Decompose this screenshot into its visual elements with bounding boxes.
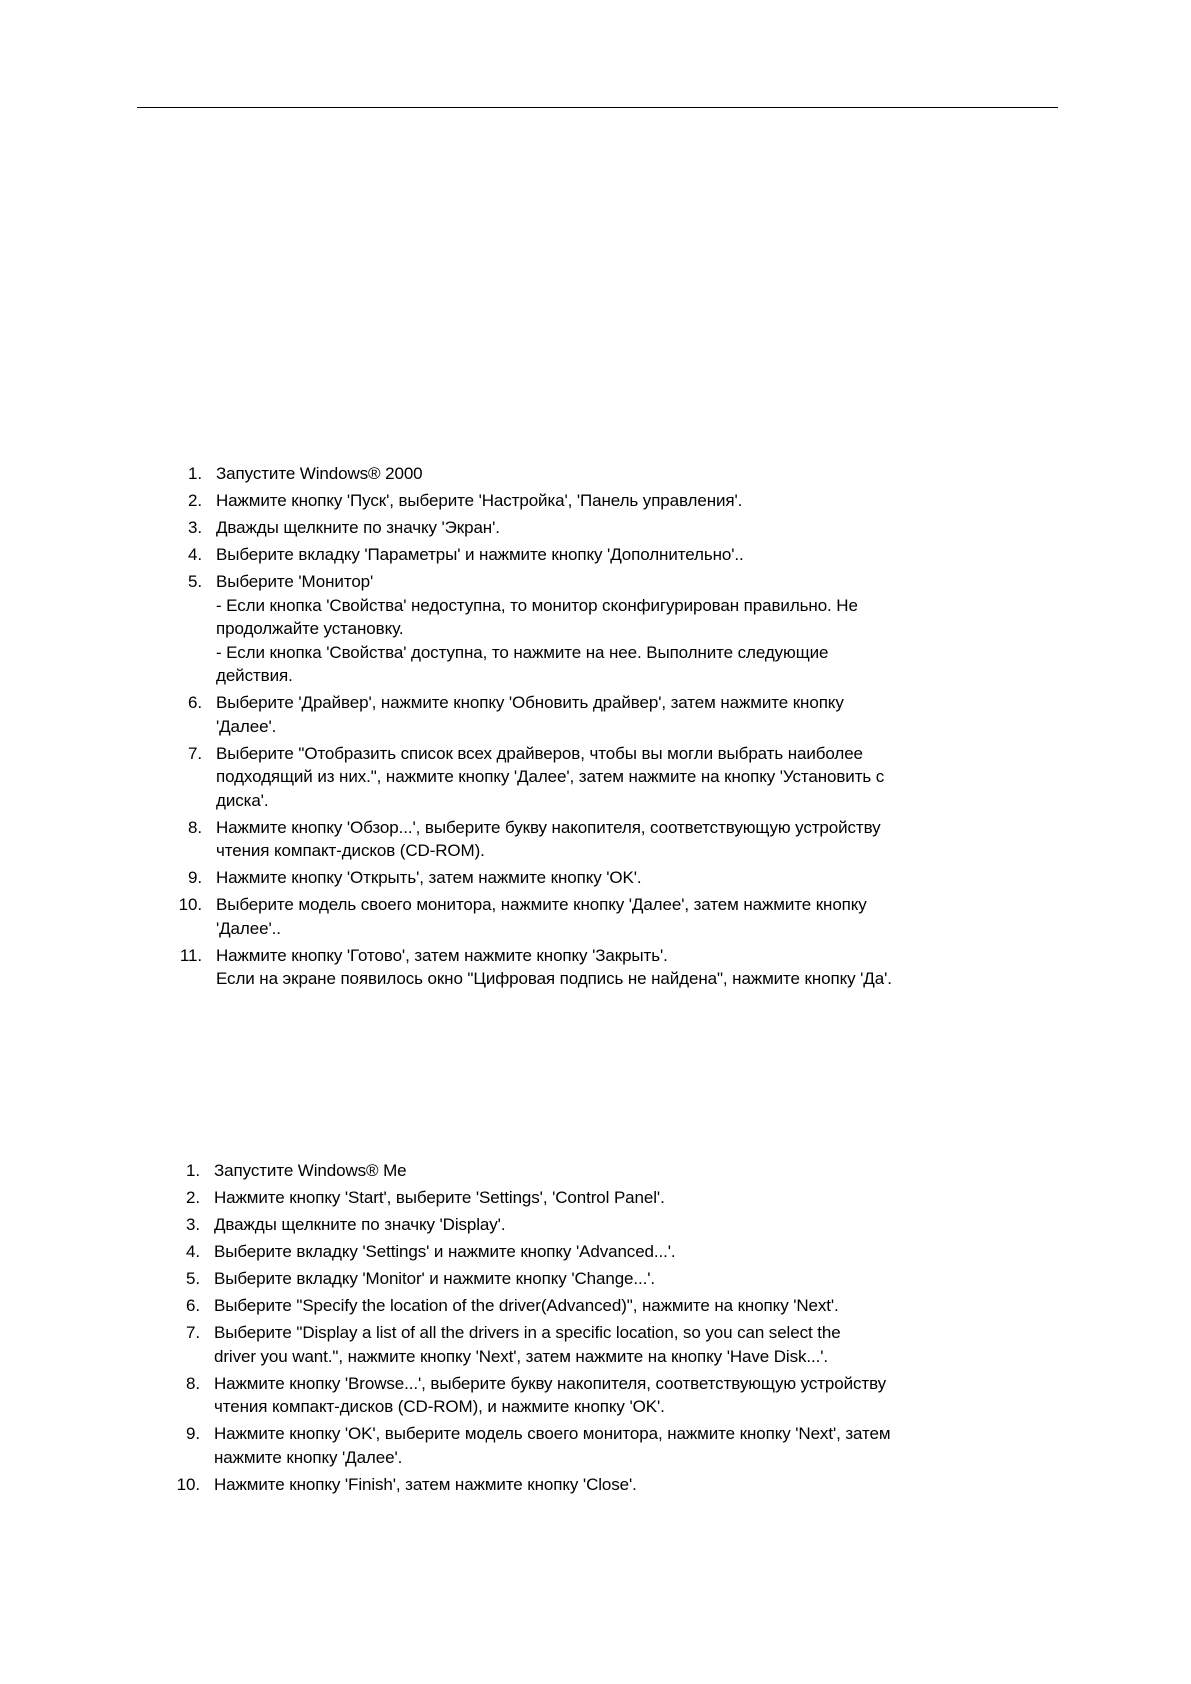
list-item-number: 3. xyxy=(188,518,202,537)
list-item-text-line: Нажмите кнопку 'Finish', затем нажмите кнопку 'Close'. xyxy=(214,1474,637,1494)
list-item-number: 10. xyxy=(178,895,202,914)
list-item xyxy=(168,1294,968,1318)
list-item xyxy=(168,1213,968,1237)
list-item xyxy=(168,1267,968,1291)
list-item-text-line: Выберите 'Драйвер', нажмите кнопку 'Обновить драйвер', затем нажмите кнопку xyxy=(216,693,844,712)
list-item xyxy=(170,893,970,940)
list-item-number: 3. xyxy=(186,1215,200,1234)
list-item-text-line: - Если кнопка 'Свойства' доступна, то нажмите на нее. Выполните следующие xyxy=(216,642,829,662)
list-item-text-line: - Если кнопка 'Свойства' недоступна, то монитор сконфигурирован правильно. Не xyxy=(216,595,858,615)
list-item xyxy=(170,866,970,890)
list-item-text-line: Нажмите кнопку 'Готово', затем нажмите кнопку 'Закрыть'. xyxy=(216,945,668,965)
top-divider xyxy=(137,107,1058,108)
list-item-text-line: нажмите кнопку 'Далее'. xyxy=(214,1447,403,1467)
list-item-text-line: driver you want.", нажмите кнопку 'Next', затем нажмите на кнопку 'Have Disk...'. xyxy=(214,1346,829,1366)
list-item-text-line: Выберите модель своего монитора, нажмите кнопку 'Далее', затем нажмите кнопку xyxy=(216,895,867,914)
list-item-number: 4. xyxy=(188,545,202,564)
list-item xyxy=(170,489,970,513)
list-item-text-line: подходящий из них.", нажмите кнопку 'Далее', затем нажмите на кнопку 'Установить с xyxy=(216,767,885,786)
list-item-text-line: Выберите "Specify the location of the driver(Advanced)", нажмите на кнопку 'Next'. xyxy=(214,1296,839,1315)
list-item xyxy=(170,742,970,813)
list-item-text-line: Выберите вкладку 'Settings' и нажмите кнопку 'Advanced...'. xyxy=(214,1242,676,1261)
list-item-text-line: Запустите Windows® Me xyxy=(214,1161,407,1180)
list-item xyxy=(168,1422,968,1469)
list-item-text-line: Нажмите кнопку 'OK', выберите модель своего монитора, нажмите кнопку 'Next', затем xyxy=(214,1424,891,1443)
list-item-number: 9. xyxy=(186,1424,200,1443)
list-item-text-line: 'Далее'. xyxy=(216,716,277,736)
list-item xyxy=(170,570,970,688)
list-item-number: 8. xyxy=(188,817,202,837)
list-item xyxy=(168,1372,968,1419)
list-item-number: 2. xyxy=(186,1188,200,1207)
list-item-text-line: Выберите 'Монитор' xyxy=(216,572,374,591)
list-item xyxy=(168,1186,968,1210)
list-item-number: 6. xyxy=(186,1296,200,1315)
list-item-number: 7. xyxy=(188,743,202,763)
list-item xyxy=(170,944,970,991)
list-item-number: 1. xyxy=(186,1161,200,1180)
list-item-text-line: чтения компакт-дисков (CD-ROM). xyxy=(216,841,485,860)
list-item-text-line: Дважды щелкните по значку 'Display'. xyxy=(214,1215,506,1234)
list-item-text-line: 'Далее'.. xyxy=(216,918,281,938)
list-item-number: 8. xyxy=(186,1373,200,1393)
list-item-text-line: Нажмите кнопку 'Обзор...', выберите букву накопителя, соответствующую устройству xyxy=(216,817,881,837)
list-item xyxy=(170,516,970,540)
list-item-text-line: Нажмите кнопку 'Пуск', выберите 'Настройка', 'Панель управления'. xyxy=(216,491,743,510)
list-item xyxy=(170,462,970,486)
list-item-text-line: действия. xyxy=(216,666,293,685)
windows-me-instructions xyxy=(168,1159,968,1500)
list-item xyxy=(168,1321,968,1368)
list-item-text-line: Выберите "Display a list of all the drivers in a specific location, so you can select the xyxy=(214,1323,841,1342)
list-item-text-line: Нажмите кнопку 'Start', выберите 'Settings', 'Control Panel'. xyxy=(214,1188,665,1207)
list-item-number: 5. xyxy=(186,1269,200,1288)
list-item-number: 11. xyxy=(179,945,202,965)
list-item-text-line: продолжайте установку. xyxy=(216,619,404,638)
list-item xyxy=(168,1240,968,1264)
list-item xyxy=(168,1473,968,1497)
list-item-number: 5. xyxy=(188,572,202,591)
list-item-number: 9. xyxy=(188,868,202,887)
windows-2000-instructions xyxy=(170,462,970,994)
list-item-text-line: Нажмите кнопку 'Открыть', затем нажмите кнопку 'OK'. xyxy=(216,868,642,887)
list-item xyxy=(170,816,970,863)
list-item-text-line: Если на экране появилось окно "Цифровая подпись не найдена", нажмите кнопку 'Да'. xyxy=(216,969,892,988)
list-item xyxy=(168,1159,968,1183)
list-item-number: 2. xyxy=(188,491,202,510)
list-item xyxy=(170,691,970,738)
list-item-text-line: Запустите Windows® 2000 xyxy=(216,464,423,483)
list-item xyxy=(170,543,970,567)
list-item-number: 6. xyxy=(188,693,202,712)
list-item-text-line: Выберите вкладку 'Параметры' и нажмите кнопку 'Дополнительно'.. xyxy=(216,545,744,564)
list-item-number: 7. xyxy=(186,1323,200,1342)
list-item-text-line: чтения компакт-дисков (CD-ROM), и нажмите кнопку 'OK'. xyxy=(214,1397,665,1416)
list-item-number: 4. xyxy=(186,1242,200,1261)
list-item-number: 10. xyxy=(176,1474,200,1494)
list-item-text-line: Дважды щелкните по значку 'Экран'. xyxy=(216,518,500,537)
list-item-text-line: Выберите "Отобразить список всех драйверов, чтобы вы могли выбрать наиболее xyxy=(216,743,863,763)
list-item-text-line: Нажмите кнопку 'Browse...', выберите букву накопителя, соответствующую устройству xyxy=(214,1373,887,1393)
list-item-text-line: Выберите вкладку 'Monitor' и нажмите кнопку 'Change...'. xyxy=(214,1269,656,1288)
list-item-text-line: диска'. xyxy=(216,790,269,810)
list-item-number: 1. xyxy=(188,464,202,483)
